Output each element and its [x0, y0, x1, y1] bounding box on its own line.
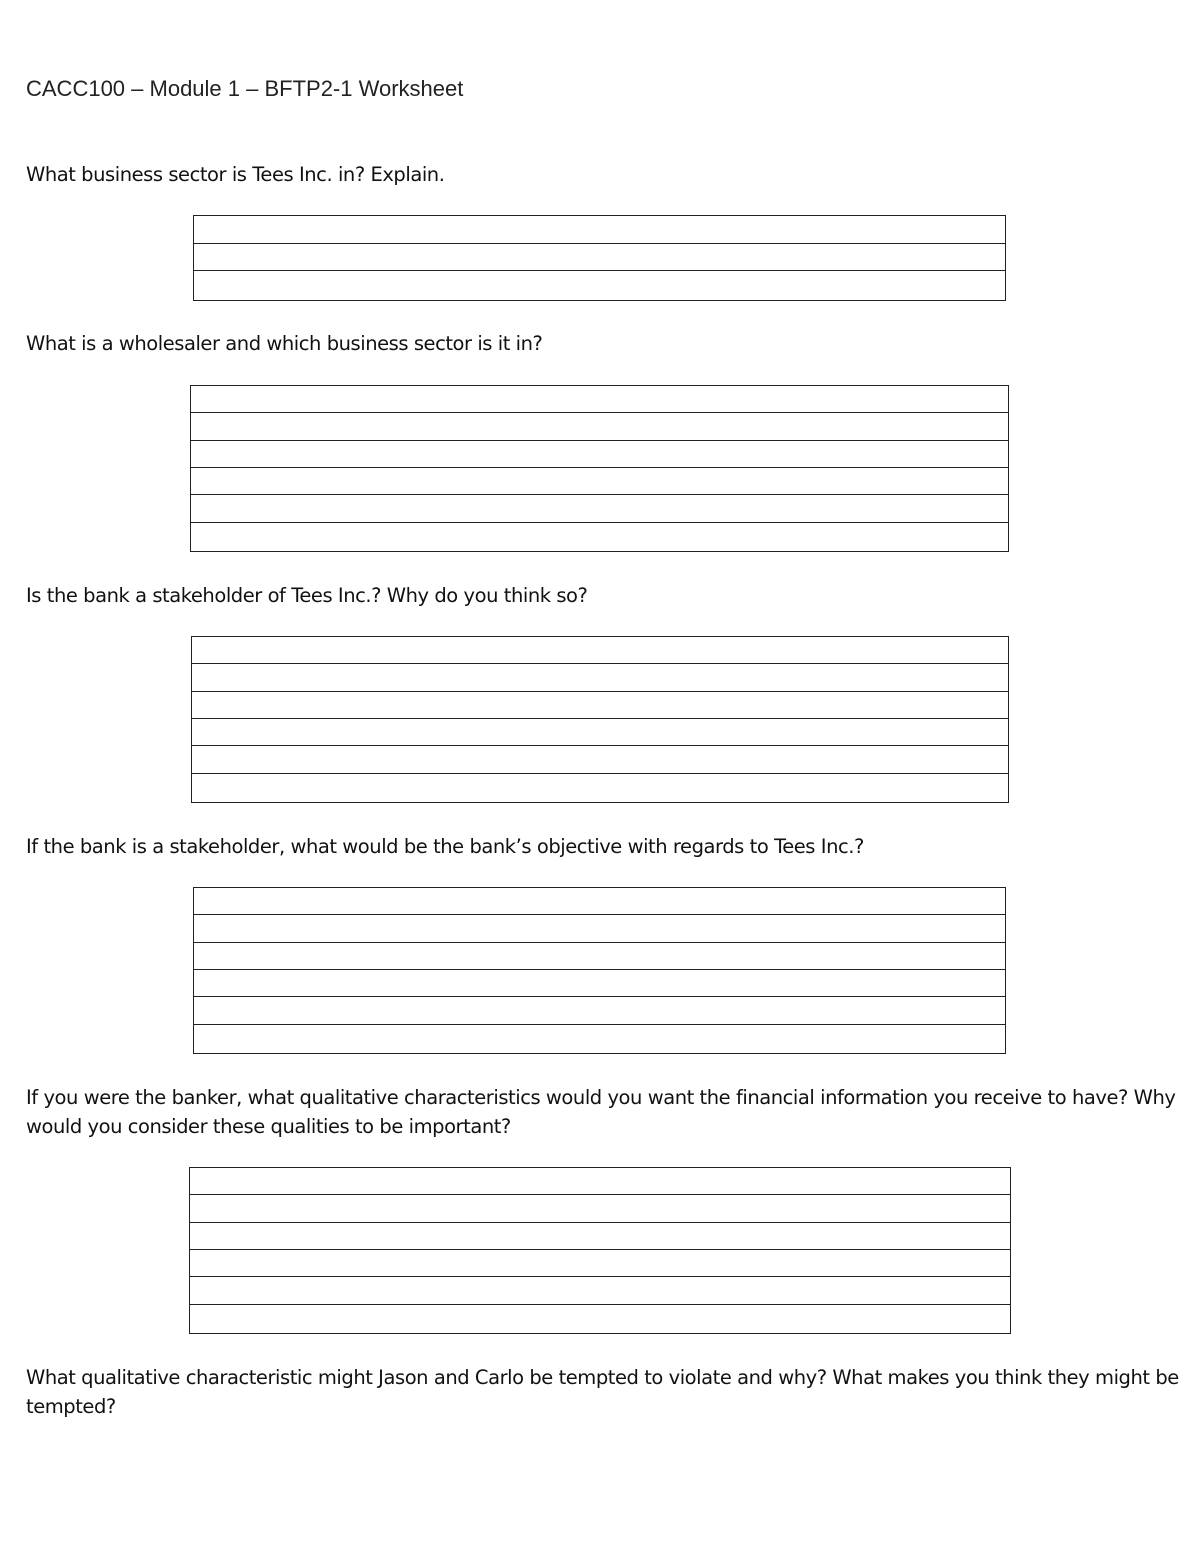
- answer-line[interactable]: [191, 468, 1008, 495]
- answer-line[interactable]: [190, 1250, 1010, 1277]
- answer-line[interactable]: [190, 1195, 1010, 1222]
- answer-line[interactable]: [192, 774, 1008, 801]
- page-title: CACC100 – Module 1 – BFTP2-1 Worksheet: [26, 76, 464, 101]
- answer-line[interactable]: [194, 271, 1005, 299]
- answer-line[interactable]: [194, 915, 1005, 942]
- answer-line[interactable]: [194, 244, 1005, 272]
- answer-line[interactable]: [190, 1305, 1010, 1332]
- answer-line[interactable]: [190, 1168, 1010, 1195]
- answer-box-1[interactable]: [193, 215, 1006, 301]
- answer-box-3[interactable]: [191, 636, 1009, 803]
- answer-line[interactable]: [191, 413, 1008, 440]
- answer-line[interactable]: [190, 1223, 1010, 1250]
- answer-line[interactable]: [191, 441, 1008, 468]
- answer-line[interactable]: [194, 997, 1005, 1024]
- answer-line[interactable]: [192, 637, 1008, 664]
- answer-box-5[interactable]: [189, 1167, 1011, 1334]
- answer-line[interactable]: [192, 692, 1008, 719]
- answer-line[interactable]: [194, 970, 1005, 997]
- question-2-text: What is a wholesaler and which business sector is it in?: [26, 332, 543, 355]
- answer-line[interactable]: [194, 1025, 1005, 1052]
- answer-line[interactable]: [191, 386, 1008, 413]
- question-5-text: If you were the banker, what qualitative characteristics would you want the financial information you receive to have? Why would you consider these qualities to be important?: [26, 1086, 1176, 1138]
- answer-line[interactable]: [194, 888, 1005, 915]
- answer-line[interactable]: [194, 216, 1005, 244]
- question-1-text: What business sector is Tees Inc. in? Explain.: [26, 163, 445, 186]
- answer-line[interactable]: [191, 523, 1008, 550]
- answer-line[interactable]: [192, 746, 1008, 773]
- answer-box-4[interactable]: [193, 887, 1006, 1054]
- answer-line[interactable]: [192, 664, 1008, 691]
- answer-line[interactable]: [191, 495, 1008, 522]
- answer-line[interactable]: [192, 719, 1008, 746]
- answer-box-2[interactable]: [190, 385, 1009, 552]
- answer-line[interactable]: [194, 943, 1005, 970]
- question-6-text: What qualitative characteristic might Jason and Carlo be tempted to violate and why? What makes you think they might be tempted?: [26, 1366, 1179, 1418]
- answer-line[interactable]: [190, 1277, 1010, 1304]
- question-3-text: Is the bank a stakeholder of Tees Inc.? Why do you think so?: [26, 584, 588, 607]
- question-4-text: If the bank is a stakeholder, what would be the bank’s objective with regards to Tees Inc.?: [26, 835, 864, 858]
